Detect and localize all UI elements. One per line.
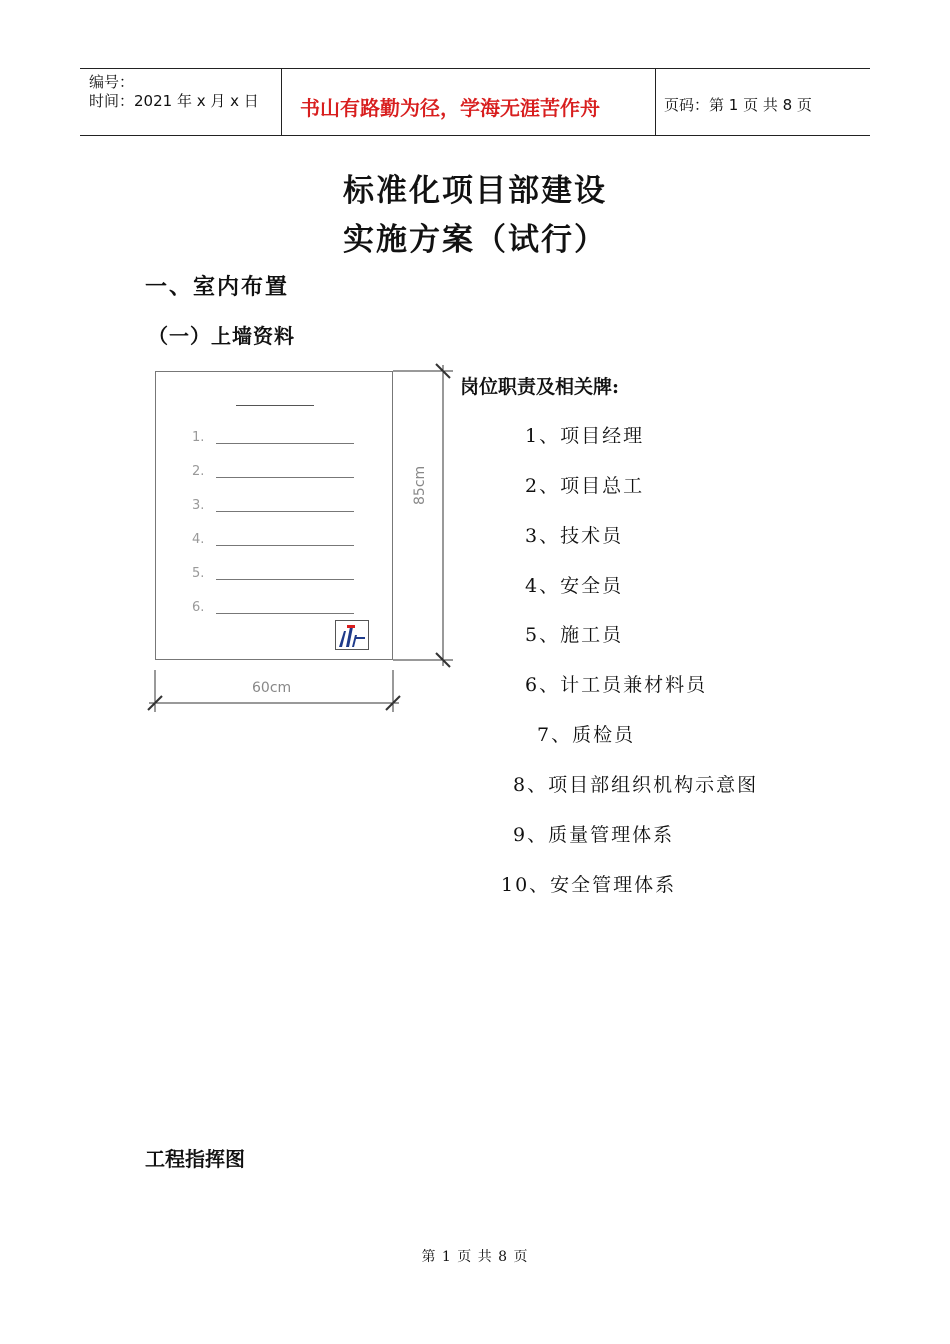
board-row-number: 6. <box>192 600 205 615</box>
dim-width-label: 60cm <box>252 680 292 696</box>
list-item: 9、质量管理体系 <box>513 824 675 846</box>
list-item: 5、施工员 <box>525 624 624 646</box>
list-item: 8、项目部组织机构示意图 <box>513 774 759 796</box>
document-title-line1: 标准化项目部建设 <box>343 173 607 209</box>
header-motto: 书山有路勤为径，学海无涯苦作舟 <box>300 96 600 120</box>
list-item: 3、技术员 <box>525 525 624 547</box>
page-footer: 第 1 页 共 8 页 <box>421 1249 529 1265</box>
board-row-number: 3. <box>192 498 205 513</box>
header-bottom-rule <box>80 135 870 136</box>
header-top-rule <box>80 68 870 69</box>
list-item: 2、项目总工 <box>525 475 645 497</box>
positions-heading: 岗位职责及相关牌: <box>460 376 620 398</box>
header-time-label: 时间：2021 年 x 月 x 日 <box>89 92 259 110</box>
board-row-number: 5. <box>192 566 205 581</box>
header-divider-right <box>655 68 656 135</box>
header-number-label: 编号： <box>89 73 135 91</box>
board-row-number: 2. <box>192 464 205 479</box>
subsection-heading: （一）上墙资料 <box>148 324 295 348</box>
dimension-lines <box>140 360 470 720</box>
list-item: 1、项目经理 <box>525 425 645 447</box>
header-divider-left <box>281 68 282 135</box>
document-title-line2: 实施方案（试行） <box>343 222 607 258</box>
section-heading: 一、室内布置 <box>145 275 290 300</box>
board-row-number: 1. <box>192 430 205 445</box>
list-item: 10、安全管理体系 <box>501 874 677 896</box>
list-item: 6、计工员兼材料员 <box>525 674 708 696</box>
list-item: 7、质检员 <box>537 724 636 746</box>
board-row-number: 4. <box>192 532 205 547</box>
command-diagram-heading: 工程指挥图 <box>145 1147 245 1171</box>
header-page-label: 页码：第 1 页 共 8 页 <box>664 96 812 114</box>
list-item: 4、安全员 <box>525 575 624 597</box>
dim-height-label: 85cm <box>412 465 428 505</box>
